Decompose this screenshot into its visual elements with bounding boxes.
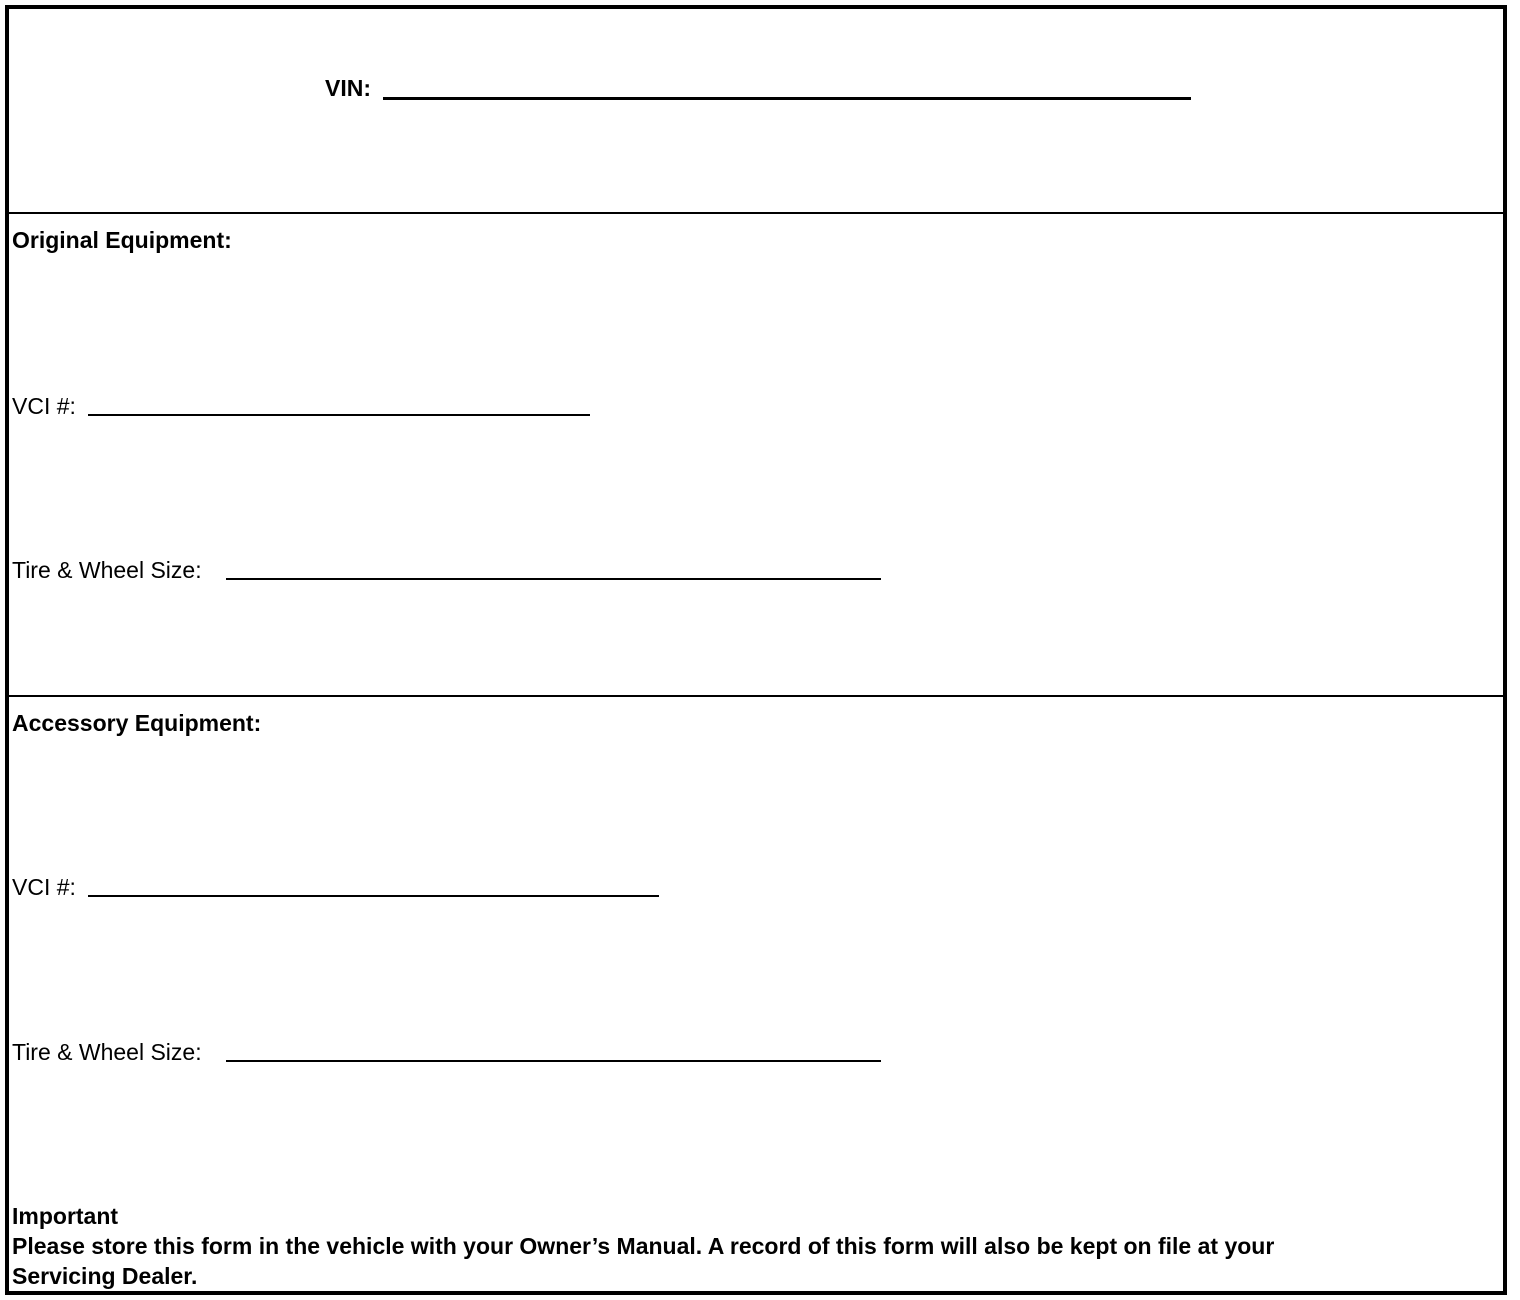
vin-field[interactable] — [383, 97, 1191, 100]
accessory-tire-wheel-label: Tire & Wheel Size: — [12, 1039, 202, 1065]
original-tire-wheel-field[interactable] — [226, 578, 881, 580]
section-divider — [9, 212, 1503, 214]
vehicle-record-form — [5, 5, 1507, 1295]
important-note-line-2: Servicing Dealer. — [12, 1263, 198, 1289]
accessory-vci-field[interactable] — [88, 895, 659, 897]
accessory-vci-label: VCI #: — [12, 874, 76, 900]
original-vci-field[interactable] — [88, 414, 590, 416]
important-note-line-1: Please store this form in the vehicle with your Owner’s Manual. A record of this form will also be kept on file at your — [12, 1233, 1275, 1259]
original-equipment-title: Original Equipment: — [12, 227, 232, 253]
accessory-tire-wheel-field[interactable] — [226, 1060, 881, 1062]
section-divider — [9, 695, 1503, 697]
important-heading: Important — [12, 1203, 119, 1229]
original-vci-label: VCI #: — [12, 393, 76, 419]
original-tire-wheel-label: Tire & Wheel Size: — [12, 557, 202, 583]
vin-label: VIN: — [325, 75, 371, 101]
accessory-equipment-title: Accessory Equipment: — [12, 710, 262, 736]
